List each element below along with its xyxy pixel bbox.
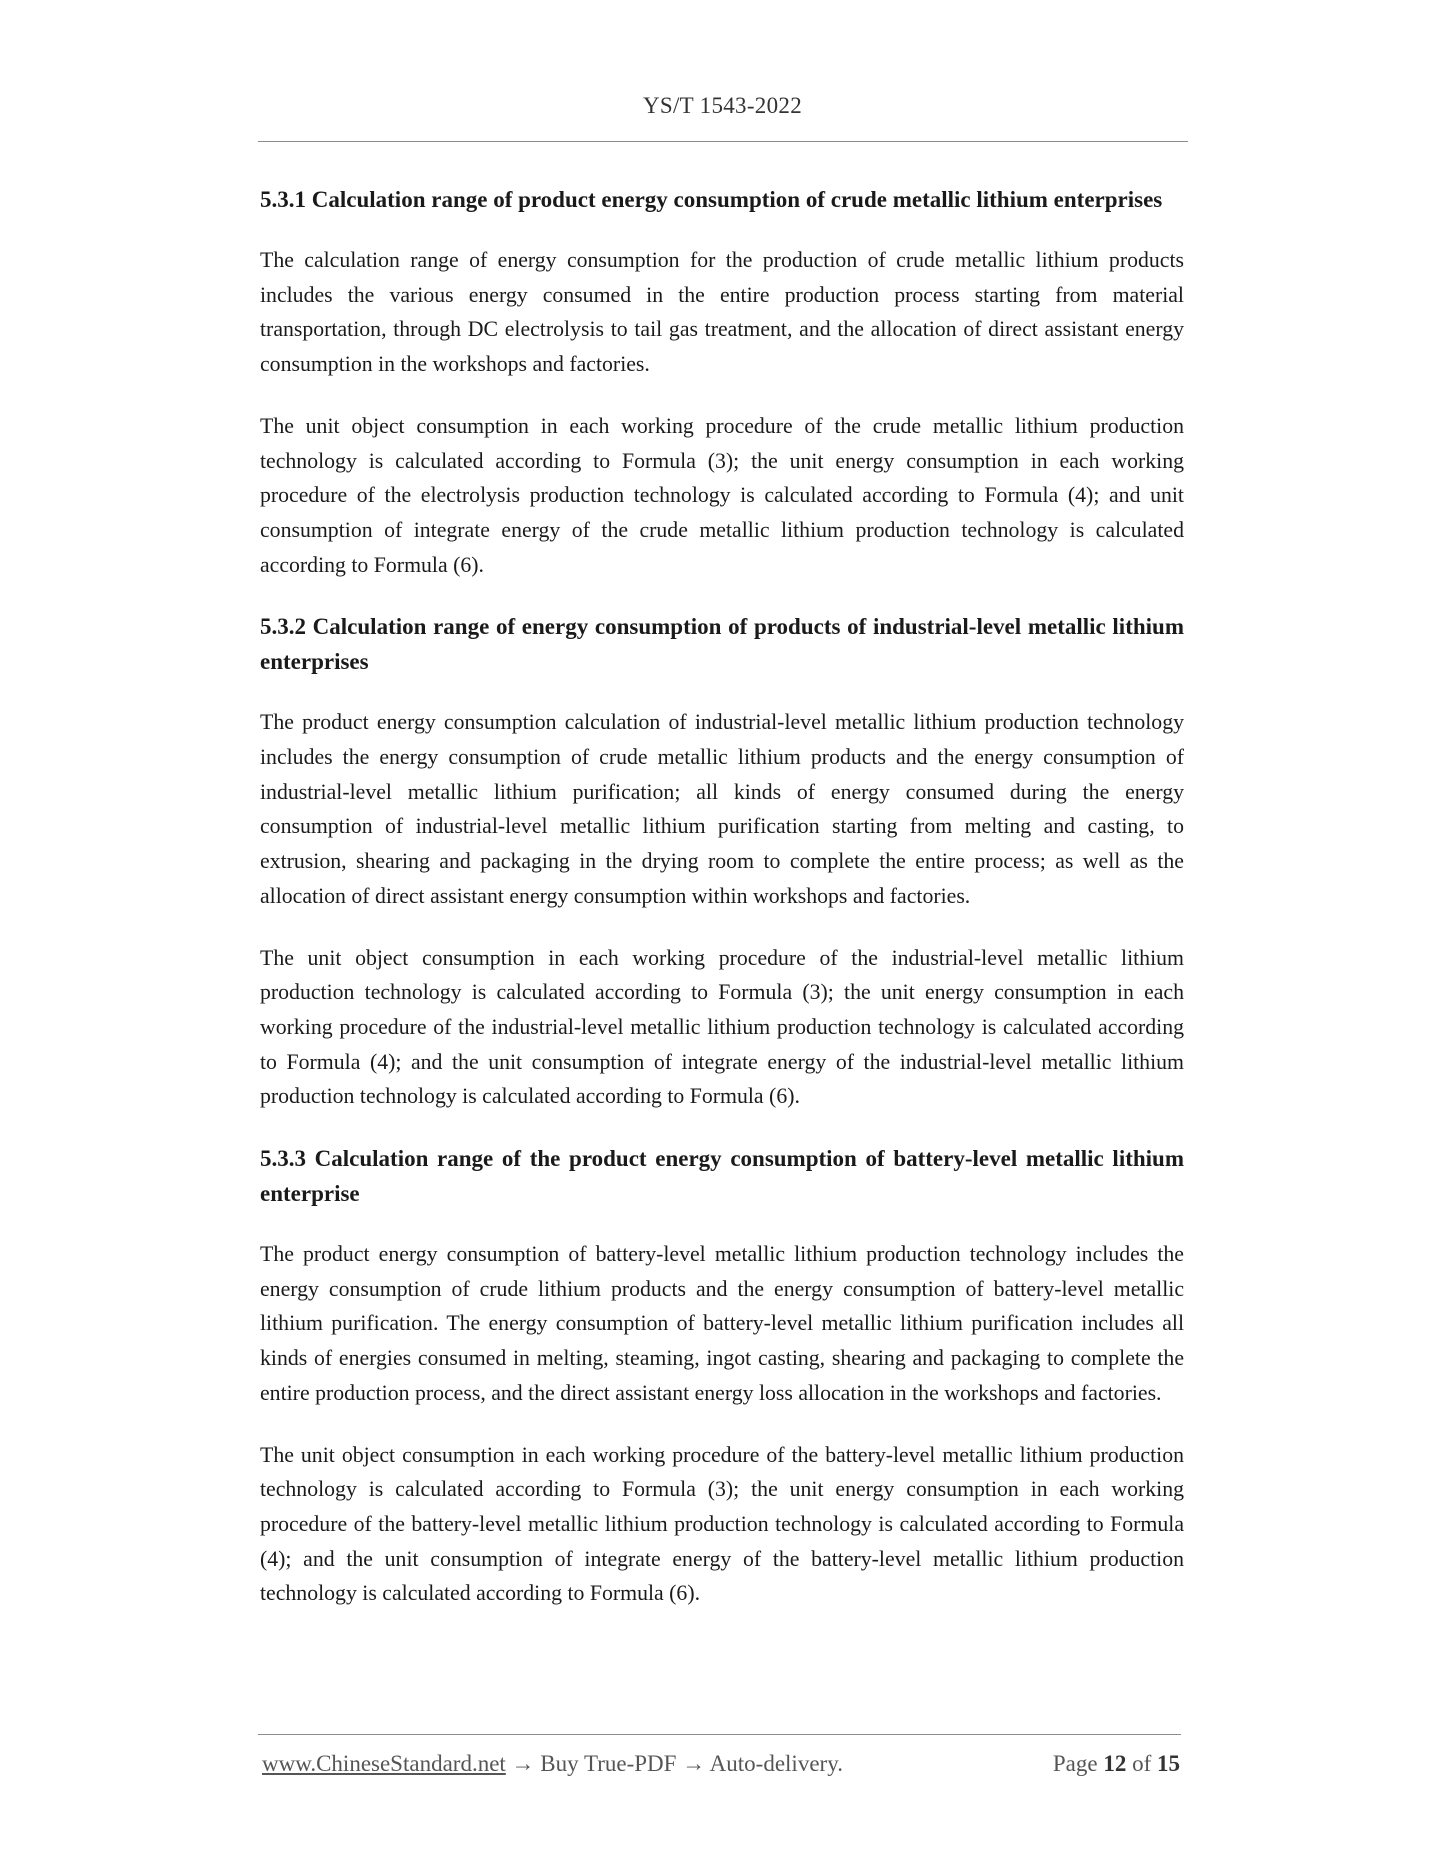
buy-pdf-text: Buy True-PDF bbox=[540, 1751, 677, 1776]
paragraph: The unit object consumption in each working procedure of the crude metallic lithium production technology is calculated according to Formula (3); the unit energy consumption in each working procedure of the electrolysis production technology is calculated according to Formula (4); and unit consumption of integrate energy of the crude metallic lithium production technology is calculated according to Formula (6). bbox=[260, 413, 1184, 577]
paragraph: The unit object consumption in each working procedure of the industrial-level metallic lithium production technology is calculated according to Formula (3); the unit energy consumption in each working procedure of the industrial-level metallic lithium production technology is calculated according to Formula (4); and the unit consumption of integrate energy of the industrial-level metallic lithium production technology is calculated according to Formula (6). bbox=[260, 945, 1184, 1109]
section-heading: 5.3.1 Calculation range of product energy consumption of crude metallic lithium enterprises bbox=[260, 187, 1163, 212]
section-5-3-3 bbox=[260, 1141, 1184, 1611]
section-heading: 5.3.2 Calculation range of energy consumption of products of industrial-level metallic lithium enterprises bbox=[260, 614, 1184, 675]
section-5-3-1 bbox=[260, 182, 1184, 582]
current-page-number: 12 bbox=[1103, 1751, 1127, 1776]
header-divider bbox=[258, 141, 1188, 142]
paragraph: The product energy consumption of battery-level metallic lithium production technology includes the energy consumption of crude lithium products and the energy consumption of battery-level metallic lithium purification. The energy consumption of battery-level metallic lithium purification includes all kinds of energies consumed in melting, steaming, ingot casting, shearing and packaging to complete the entire production process, and the direct assistant energy loss allocation in the workshops and factories. bbox=[260, 1242, 1184, 1405]
total-pages-number: 15 bbox=[1157, 1751, 1180, 1776]
main-content bbox=[260, 182, 1184, 1638]
page-label: Page bbox=[1052, 1751, 1098, 1776]
footer-divider bbox=[258, 1734, 1181, 1735]
arrow-right-icon: → bbox=[682, 1751, 706, 1776]
page-indicator bbox=[1053, 1751, 1180, 1777]
paragraph: The unit object consumption in each working procedure of the battery-level metallic lithium production technology is calculated according to Formula (3); the unit energy consumption in each working procedure of the battery-level metallic lithium production technology is calculated according to Formula (4); and the unit consumption of integrate energy of the battery-level metallic lithium production technology is calculated according to Formula (6). bbox=[260, 1442, 1184, 1606]
section-heading: 5.3.3 Calculation range of the product energy consumption of battery-level metallic lithium enterprise bbox=[260, 1146, 1184, 1207]
of-label: of bbox=[1132, 1751, 1152, 1776]
paragraph: The product energy consumption calculation of industrial-level metallic lithium production technology includes the energy consumption of crude metallic lithium products and the energy consumption of industrial-level metallic lithium purification; all kinds of energy consumed during the energy consumption of industrial-level metallic lithium purification starting from melting and casting, to extrusion, shearing and packaging in the drying room to complete the entire process; as well as the allocation of direct assistant energy consumption within workshops and factories. bbox=[260, 710, 1184, 908]
paragraph: The calculation range of energy consumption for the production of crude metallic lithium products includes the various energy consumed in the entire production process starting from material transportation, through DC electrolysis to tail gas treatment, and the allocation of direct assistant energy consumption in the workshops and factories. bbox=[260, 248, 1184, 377]
section-5-3-2 bbox=[260, 609, 1184, 1114]
website-link[interactable]: www.ChineseStandard.net bbox=[262, 1751, 506, 1776]
footer-promo bbox=[262, 1751, 843, 1777]
arrow-right-icon: → bbox=[511, 1751, 535, 1776]
auto-delivery-text: Auto-delivery. bbox=[709, 1751, 843, 1776]
page-header: YS/T 1543-2022 bbox=[642, 93, 803, 118]
